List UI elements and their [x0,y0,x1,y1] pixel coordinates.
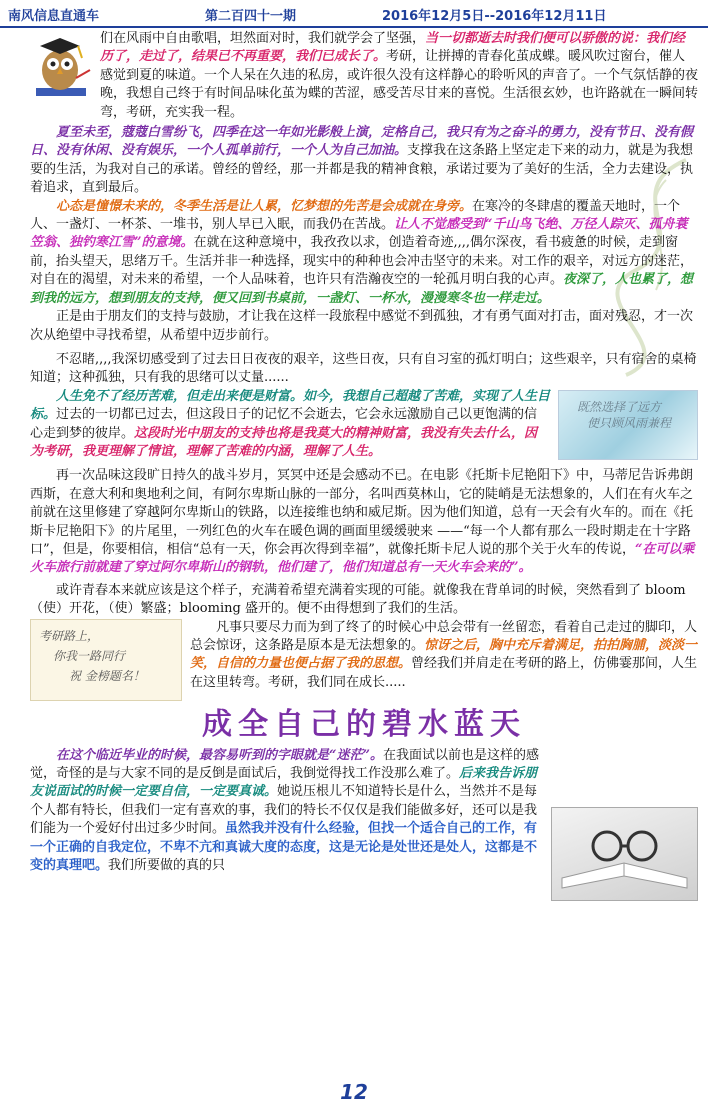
page-number: 12 [340,1080,368,1104]
page-header [0,0,708,28]
handwritten-note-image: 考研路上， 你我一路同行 祝 金榜题名！ [30,619,182,701]
paragraph-6: 人生免不了经历苦难，但走出来便是财富。如今，我想自己超越了苦难，实现了人生目标。过去的一切都已过去，但这段日子的记忆不会逝去，它会永远激励自己以更饱满的信心走到梦的彼岸。这段时光中朋友的支持也将是我莫大的精神财富，我没有失去什么，因为考研，我更理解了情谊，理解了苦难的内涵，理解了人生。 [30,388,551,459]
owl-graduate-icon [30,30,92,102]
paragraph-8: 或许青春本来就应该是这个样子，充满着希望充满着实现的可能。就像我在背单词的时候，突然看到了 bloom（使）开花，（使）繁盛；blooming 盛开的。便不由得想到了我们的生活。 [30,582,686,617]
article-title: 成全自己的碧水蓝天 [202,706,526,742]
date-range: 2016年12月5日--2016年12月11日 [382,9,607,24]
paragraph-2: 夏至未至，蔻蔻白雪纷飞，四季在这一年如光影般上演，定格自己，我只有为之奋斗的勇力，没有节日、没有假日、没有休闲、没有娱乐，一个人孤单前行，一个人为自己加油。支撑我在这条路上坚定走下来的动力，就是为我想要的生活，为我对自己的承诺。曾经的曾经，那一并都是我的精神食粮，承诺过要为了美好的生活，全力去建设，执着追求，直到最后。 [30,125,694,196]
book-glasses-image [551,807,698,901]
paragraph-4: 正是由于朋友们的支持与鼓励，才让我在这样一段旅程中感觉不到孤独，才有勇气面对打击，面对残忍，才一次次从绝望中寻找希望，从希望中迈步前行。 [30,309,694,343]
paragraph-9: 凡事只要尽力而为到了终了的时候心中总会带有一丝留恋，看着自己走过的脚印，人总会惊讶，这条路是原本是无法想象的。惊讶之后，胸中充斥着满足，拍拍胸脯，淡淡一笑，自信的力量也便占据了我的思想。曾经我们并肩走在考研的路上，仿佛霎那间，人生在这里转弯。考研，我们同在成长..... [190,619,698,690]
paragraph-10: 在这个临近毕业的时候，最容易听到的字眼就是“迷茫”。在我面试以前也是这样的感觉，奇怪的是与大家不同的是反倒是面试后，我倒觉得找工作没那么难了。后来我告诉朋友说面试的时候一定要自信，一定要真诚。她说压根儿不知道特长是什么，当然并不是每个人都有特长，但我们一定有喜欢的事，我们的特长不仅仅是我们能做多好，还可以是我们能为一个爱好付出过多少时间。虽然我并没有什么经验，但找一个适合自己的工作，有一个正确的自我定位，不卑不亢和真诚大度的态度，这是无论是处世还是处人，这都是不变的真理吧。我们所要做的真的只 [30,747,539,874]
paragraph-7: 再一次品味这段旷日持久的战斗岁月，冥冥中还是会感动不已。在电影《托斯卡尼艳阳下》中，马蒂尼告诉弗朗西斯，在意大利和奥地利之间，有阿尔卑斯山脉的一部分，名叫西莫林山，它的陡峭是无法想象的，人们在有火车之前就在这里修建了穿越阿尔卑斯山的铁路，以连接维也纳和威尼斯。因为他们知道，总有一天会有火车的。而在《托斯卡尼艳阳下》的片尾里，一列红色的火车在暖色调的画面里缓缓驶来 ——“每一个人都有那么一段时期走在十字路口”，但是，你要相信，相信“总有一天，你会再次得到幸福”，就像托斯卡尼人说的那个关于火车的传说，“在可以乘火车旅行前就建了穿过阿尔卑斯山的钢轨，他们建了，他们知道总有一天火车会来的”。 [30,468,695,576]
paragraph-3: 心态是憧憬未来的，冬季生活是让人累，忆梦想的先苦是会成就在身旁。在寒冷的冬肆虐的覆盖天地时，一个人、一盏灯、一杯茶、一堆书，别人早已入眠，而我仍在苦战。让人不觉感受到“千山鸟飞绝、万径人踪灭、孤舟蓑笠翁、独钓寒江雪”的意境。在就在这种意境中，我孜孜以求，创造着奇迹,,,,偶尔深夜，看书疲惫的时候，走到窗前，抬头望天，思绪万千。生活并非一种选择，现实中的种种也会冲击坚守的未来。对工作的艰辛，对远方的迷茫，对自在的渴望，对未来的希望，一个人品味着，也许只有浩瀚夜空的一轮孤月明白我的心声。夜深了，人也累了，想到我的远方，想到朋友的支持，便又回到书桌前，一盏灯、一杯水，漫漫寒冬也一样走过。 [30,198,694,306]
article-body [30,30,698,903]
paragraph-5: 不忍睹,,,,我深切感受到了过去日日夜夜的艰辛，这些日夜，只有自习室的孤灯明白；这些艰辛，只有宿舍的桌椅知道；这种孤独，只有我的思绪可以丈量...... [30,351,697,386]
scenery-image: 既然选择了远方 便只顾风雨兼程 [558,390,698,460]
newsletter-name: 南风信息直通车 [8,9,100,24]
issue-number: 第二百四十一期 [205,9,297,24]
paragraph-1: 们在风雨中自由歌唱，坦然面对时，我们就学会了坚强，当一切都逝去时我们便可以骄傲的说：我们经历了，走过了，结果已不再重要，我们已成长了。考研，让拼搏的青春化茧成蝶。暖风吹过窗台，催人感觉到夏的味道。一个人呆在久违的私房，或许很久没有这样静心的聆听风的声音了。一个气氛恬静的夜晚，我想自己终于有时间品味化茧为蝶的苦涩，感受苦尽甘来的喜悦。生活很玄妙，也许路就在一瞬间转弯，考研，充实我一程。 [100,31,699,120]
